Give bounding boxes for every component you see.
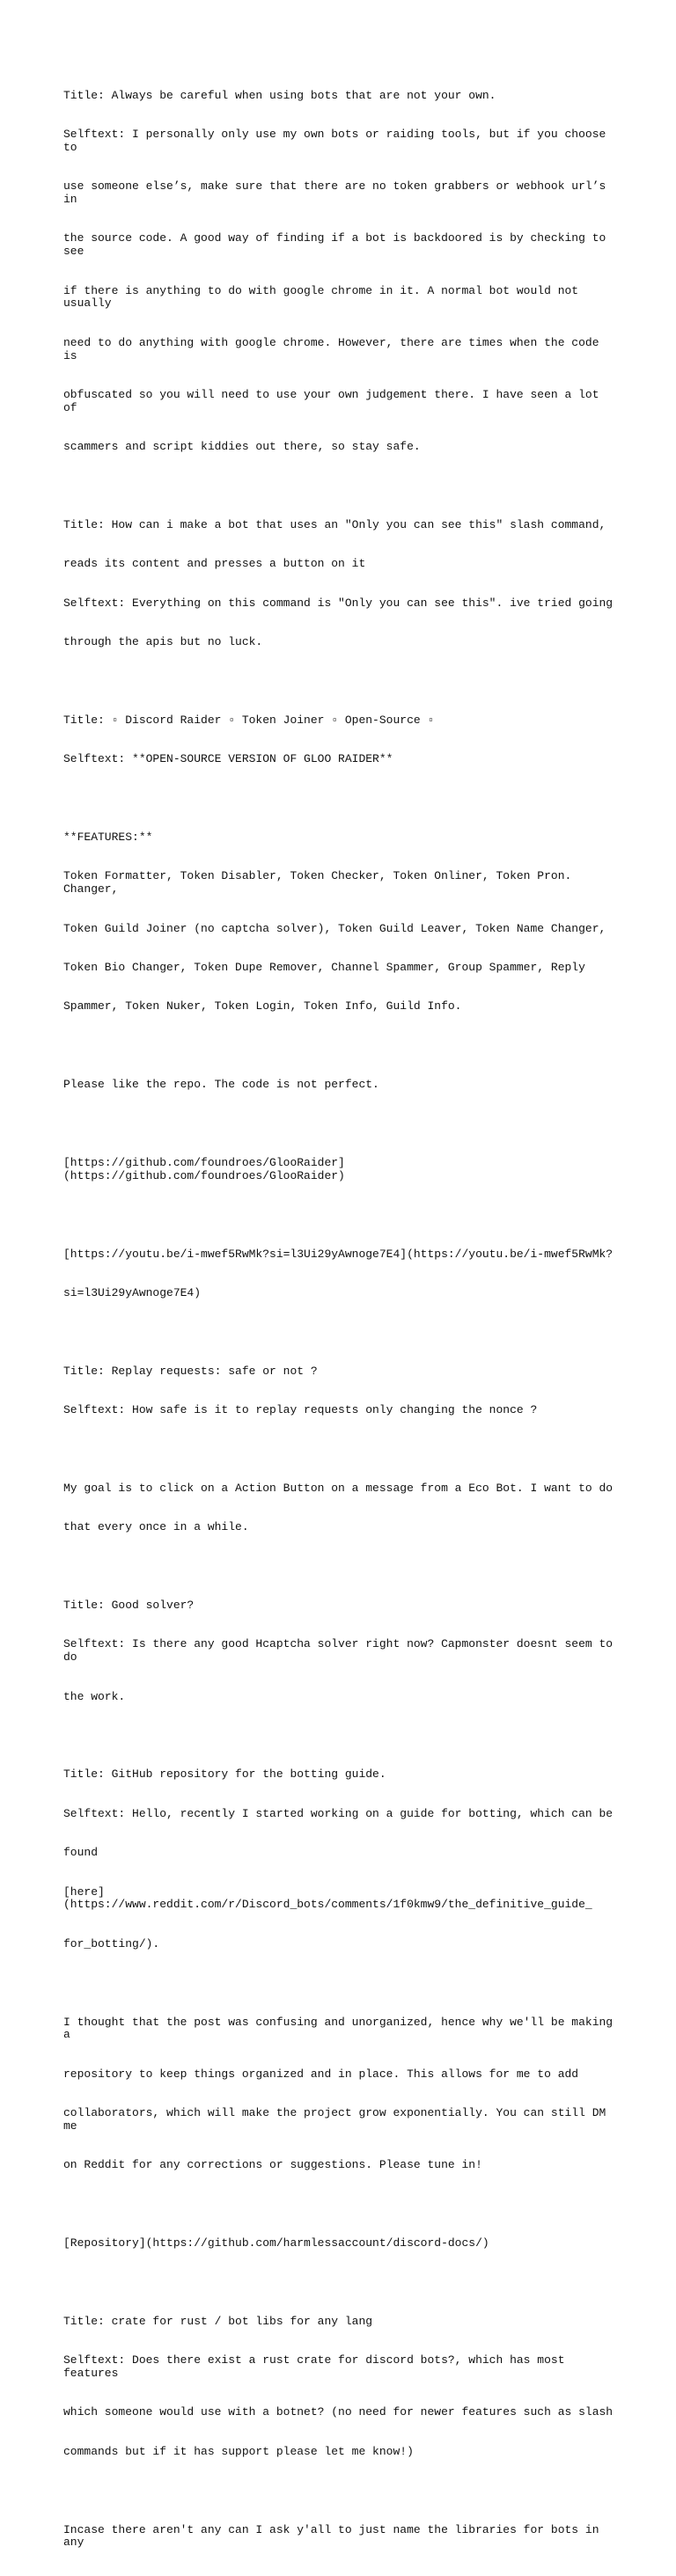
post-discord-raider — [63, 688, 616, 792]
post-selftext-line: Selftext: Everything on this command is "Only you can see this". ive tried going — [63, 596, 614, 610]
post-title: Title: Replay requests: safe or not ? — [63, 1364, 318, 1378]
post-title: Title: Always be careful when using bots that are not your own. — [63, 88, 496, 102]
youtube-link-paragraph — [63, 1222, 616, 1326]
post-selftext-line: which someone would use with a botnet? (no need for newer features such as slash — [63, 2405, 614, 2419]
reddit-guide-link-continued[interactable]: for_botting/). — [63, 1936, 160, 1950]
repository-link[interactable]: [Repository](https://github.com/harmlessaccount/discord-docs/) — [63, 2236, 489, 2250]
features-line: Token Formatter, Token Disabler, Token Checker, Token Onliner, Token Pron. Changer, — [63, 869, 579, 896]
body-line: My goal is to click on a Action Button on a message from a Eco Bot. I want to do — [63, 1481, 614, 1495]
features-line: Spammer, Token Nuker, Token Login, Token Info, Guild Info. — [63, 999, 462, 1014]
post-good-solver — [63, 1573, 620, 1730]
github-link[interactable]: [https://github.com/foundroes/GlooRaider](https://github.com/foundroes/GlooRaider) — [63, 1155, 345, 1182]
post-selftext-line: through the apis but no luck. — [63, 635, 263, 649]
body-line: collaborators, which will make the project grow exponentially. You can still DM me — [63, 2106, 614, 2133]
post-selftext-line: if there is anything to do with google chrome in it. A normal bot would not usually — [63, 283, 585, 311]
replay-goal — [63, 1456, 616, 1560]
youtube-link[interactable]: [https://youtu.be/i-mwef5RwMk?si=l3Ui29yAwnoge7E4](https://youtu.be/i-mwef5RwMk? — [63, 1247, 614, 1261]
post-title: Title: ▫ Discord Raider ▫ Token Joiner ▫ Open-Source ▫ — [63, 713, 435, 727]
post-github-botting-guide — [63, 1743, 616, 1977]
features-line: Token Bio Changer, Token Dupe Remover, Channel Spammer, Group Spammer, Reply — [63, 960, 585, 974]
post-always-careful — [63, 63, 616, 480]
body-line: repository to keep things organized and in place. This allows for me to add — [63, 2067, 579, 2081]
youtube-link-continued[interactable]: si=l3Ui29yAwnoge7E4) — [63, 1285, 202, 1299]
post-title: Title: Good solver? — [63, 1599, 195, 1613]
post-selftext-line: the source code. A good way of finding if a bot is backdoored is by checking to see — [63, 231, 614, 259]
features-heading: **FEATURES:** — [63, 831, 153, 845]
github-link-paragraph — [63, 1131, 616, 1209]
botting-guide-explanation — [63, 1990, 620, 2199]
body-line: Incase there aren't any can I ask y'all to just name the libraries for bots in any — [63, 2522, 606, 2550]
rust-crate-followup — [63, 2498, 616, 2576]
post-title-continued: reads its content and presses a button on it — [63, 557, 366, 571]
body-line: on Reddit for any corrections or suggestions. Please tune in! — [63, 2158, 482, 2172]
repo-request — [63, 1053, 616, 1118]
reddit-guide-link[interactable]: [here](https://www.reddit.com/r/Discord_bots/comments/1f0kmw9/the_definitive_guide_ — [63, 1884, 592, 1912]
post-rust-crate — [63, 2289, 616, 2485]
post-only-you-can-see — [63, 493, 616, 675]
post-selftext-line: Selftext: How safe is it to replay requests only changing the nonce ? — [63, 1403, 538, 1417]
post-replay-requests — [63, 1339, 616, 1443]
post-selftext-line: Selftext: **OPEN-SOURCE VERSION OF GLOO RAIDER** — [63, 752, 393, 766]
features-list — [63, 805, 616, 1039]
post-selftext-line: need to do anything with google chrome. However, there are times when the code is — [63, 335, 606, 362]
post-title: Title: GitHub repository for the botting guide. — [63, 1767, 386, 1782]
post-selftext-line: Selftext: Does there exist a rust crate for discord bots?, which has most features — [63, 2353, 572, 2381]
post-selftext-line: obfuscated so you will need to use your own judgement there. I have seen a lot of — [63, 387, 606, 414]
repository-link-paragraph — [63, 2211, 616, 2276]
body-line: I thought that the post was confusing and unorganized, hence why we'll be making a — [63, 2015, 620, 2042]
features-line: Token Guild Joiner (no captcha solver), Token Guild Leaver, Token Name Changer, — [63, 921, 606, 935]
post-title: Title: How can i make a bot that uses an "Only you can see this" slash command, — [63, 517, 606, 531]
post-selftext-line: use someone else’s, make sure that there are no token grabbers or webhook url’s in — [63, 179, 614, 206]
post-selftext-line: scammers and script kiddies out there, so stay safe. — [63, 440, 421, 454]
post-selftext-line: Selftext: Hello, recently I started working on a guide for botting, which can be — [63, 1806, 614, 1820]
post-selftext-line: Selftext: Is there any good Hcaptcha solver right now? Capmonster doesnt seem to do — [63, 1637, 620, 1665]
post-selftext-line: found — [63, 1846, 99, 1860]
post-title: Title: crate for rust / bot libs for any lang — [63, 2314, 373, 2328]
post-selftext-line: the work. — [63, 1689, 126, 1703]
body-line: that every once in a while. — [63, 1520, 249, 1534]
post-selftext-line: commands but if it has support please let me know!) — [63, 2444, 414, 2458]
body-line: Please like the repo. The code is not perfect. — [63, 1078, 379, 1092]
post-selftext-line: Selftext: I personally only use my own bots or raiding tools, but if you choose to — [63, 127, 614, 154]
